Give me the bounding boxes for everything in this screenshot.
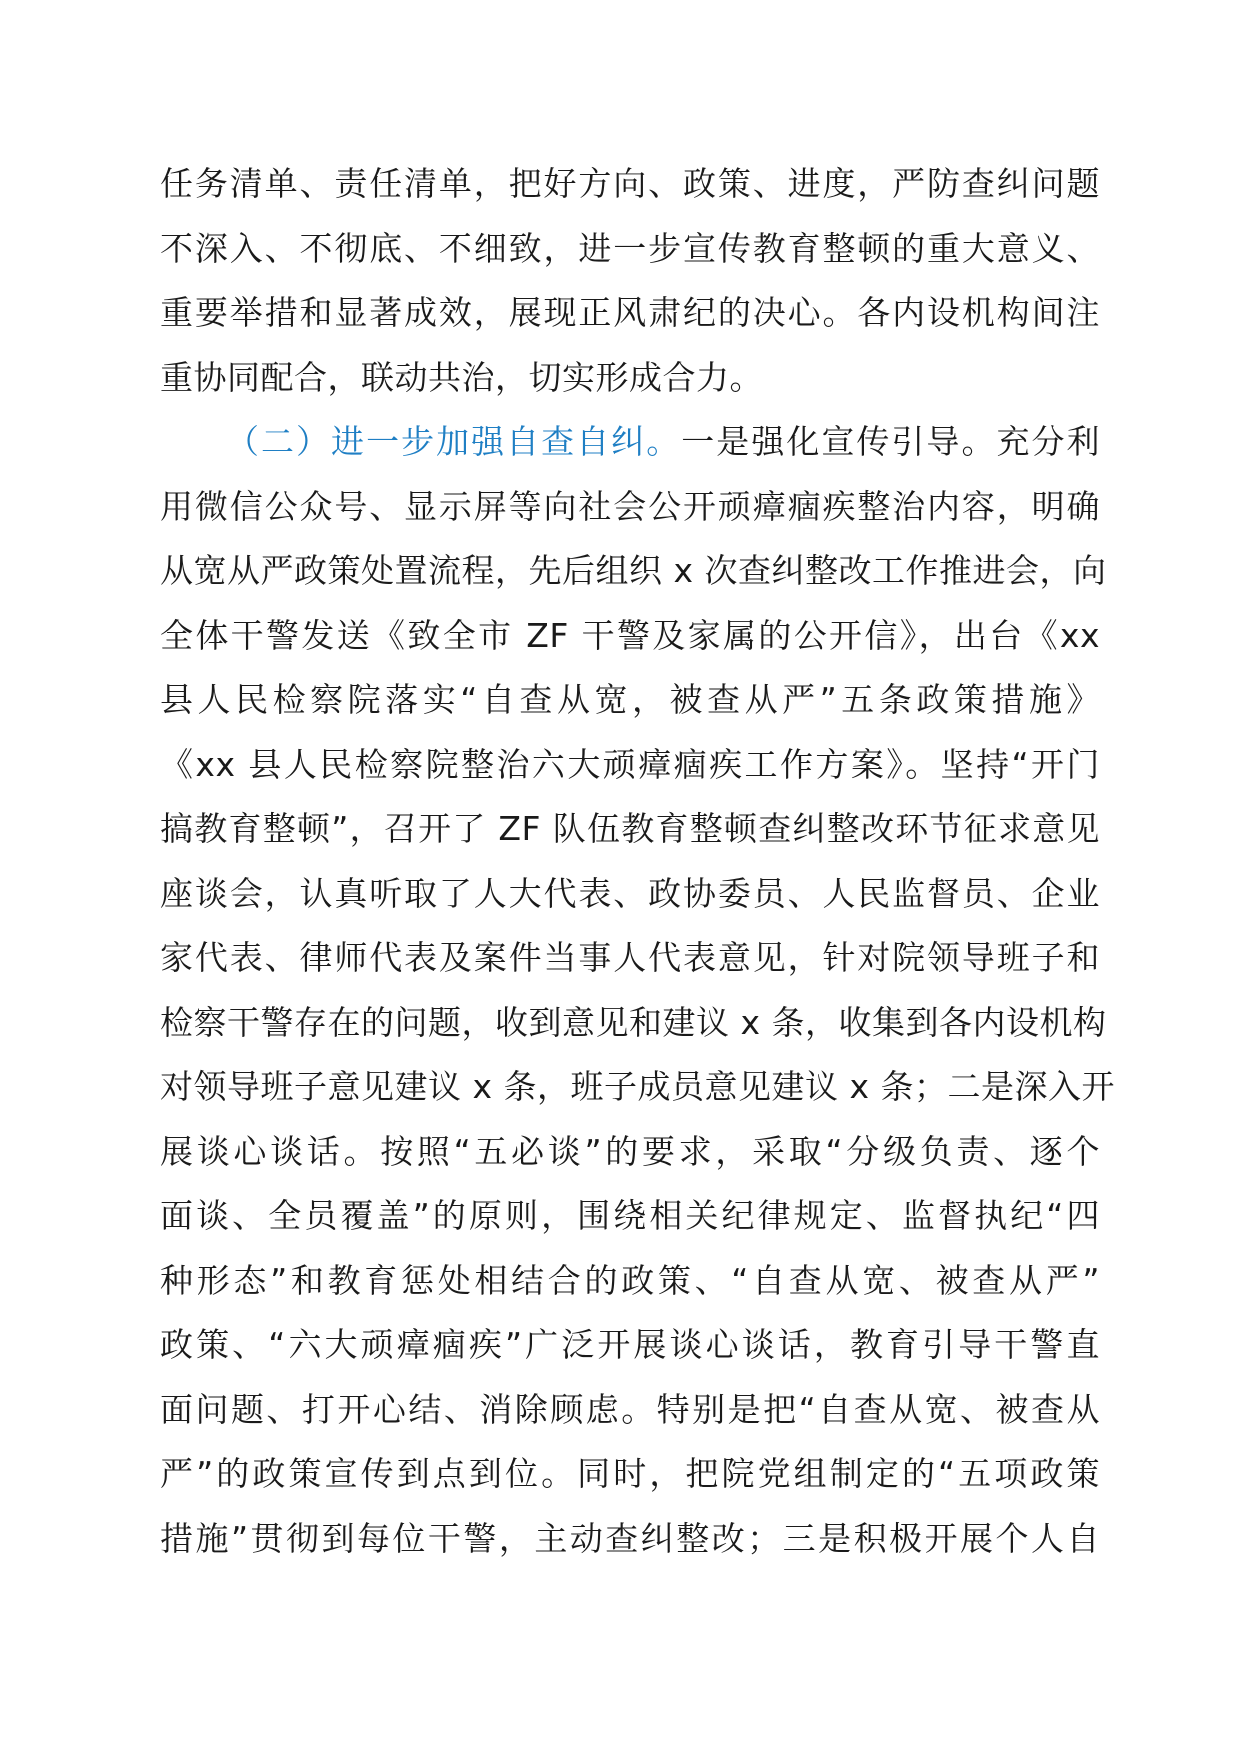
text-line: 座谈会，认真听取了人大代表、政协委员、人民监督员、企业 [160, 873, 1100, 913]
text-line: 检察干警存在的问题，收到意见和建议 x 条，收集到各内设机构 [160, 1002, 1107, 1042]
text-segment: 一是强化宣传引导。充分利 [681, 422, 1101, 461]
text-line: 对领导班子意见建议 x 条，班子成员意见建议 x 条；二是深入开 [160, 1067, 1116, 1106]
text-line: 展谈心谈话。按照“五必谈”的要求，采取“分级负责、逐个 [160, 1131, 1100, 1171]
text-line: 用微信公众号、显示屏等向社会公开顽瘴痼疾整治内容，明确 [160, 486, 1100, 526]
paragraph-1 [160, 152, 1100, 410]
text-line: 种形态”和教育惩处相结合的政策、“自查从宽、被查从严” [160, 1260, 1100, 1300]
text-line: 全体干警发送《致全市 ZF 干警及家属的公开信》，出台《xx [160, 615, 1100, 655]
text-line: 从宽从严政策处置流程，先后组织 x 次查纠整改工作推进会，向 [160, 551, 1107, 590]
text-line: 家代表、律师代表及案件当事人代表意见，针对院领导班子和 [160, 938, 1100, 977]
text-line: 不深入、不彻底、不细致，进一步宣传教育整顿的重大意义、 [160, 228, 1100, 268]
section-heading: （二）进一步加强自查自纠。 [226, 422, 682, 461]
text-line: 政策、“六大顽瘴痼疾”广泛开展谈心谈话，教育引导干警直 [160, 1325, 1100, 1364]
text-line: 面谈、全员覆盖”的原则，围绕相关纪律规定、监督执纪“四 [160, 1196, 1100, 1235]
document-body [160, 152, 1116, 1571]
text-line: 重协同配合，联动共治，切实形成合力。 [160, 357, 763, 397]
paragraph-2-first-line [160, 410, 1100, 475]
text-line: 任务清单、责任清单，把好方向、政策、进度，严防查纠问题 [160, 164, 1100, 203]
text-line: 搞教育整顿”，召开了 ZF 队伍教育整顿查纠整改环节征求意见 [160, 809, 1100, 848]
paragraph-2 [160, 410, 1116, 1571]
text-line: 重要举措和显著成效，展现正风肃纪的决心。各内设机构间注 [160, 293, 1100, 332]
text-line: 面问题、打开心结、消除顾虑。特别是把“自查从宽、被查从 [160, 1389, 1100, 1429]
text-line: 严”的政策宣传到点到位。同时，把院党组制定的“五项政策 [160, 1454, 1100, 1493]
text-line: 措施”贯彻到每位干警，主动查纠整改；三是积极开展个人自 [160, 1518, 1100, 1558]
text-line: 县人民检察院落实“自查从宽，被查从严”五条政策措施》 [160, 680, 1100, 719]
text-line: 《xx 县人民检察院整治六大顽瘴痼疾工作方案》。坚持“开门 [160, 744, 1100, 784]
